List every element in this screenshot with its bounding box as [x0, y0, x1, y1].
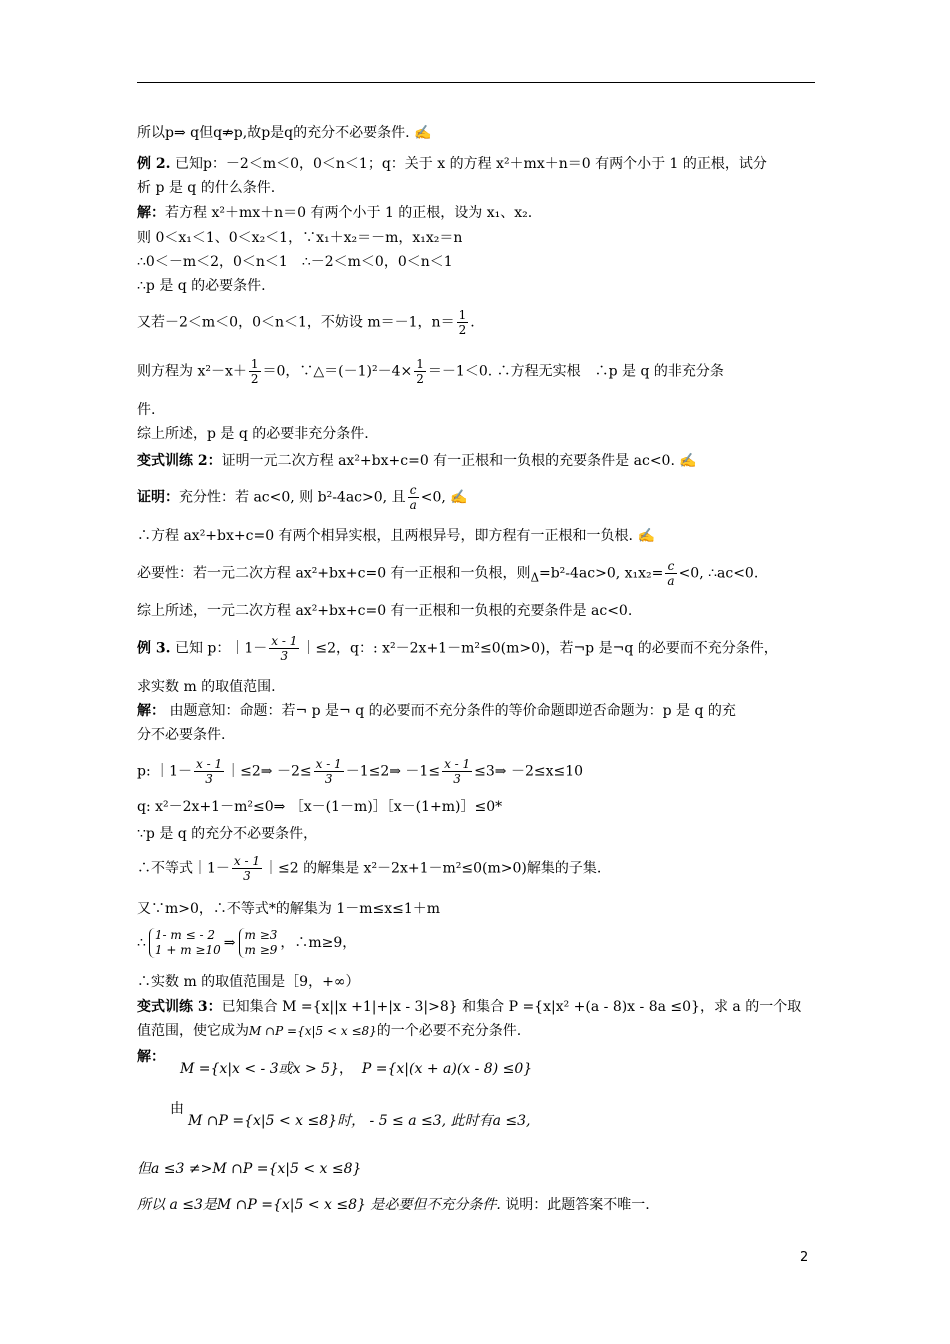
fraction: $\frac{c}{a}$	[409, 483, 417, 512]
text-line: 所以 a ≤3是M ∩P ={x|5 < x ≤8} 是必要但不充分条件. 说明：此题答案不唯一.	[137, 1197, 650, 1213]
solution-line: 解： 由题意知：命题：若¬ p 是¬ q 的必要而不充分条件的等价命题即逆否命题为：p 是 q 的充	[137, 703, 736, 719]
header-rule	[137, 82, 815, 83]
text-line: 值范围，使它成为M ∩P ={x|5 < x ≤8}的一个必要不充分条件.	[137, 1023, 522, 1039]
text-line: ∴p 是 q 的必要条件.	[137, 278, 266, 294]
text-line: p: ｜1－ $\frac{x - 1}{3}$ ｜≤2⇒ －2≤ $\frac{x - 1}{3}$ －1≤2⇒ －1≤ $\frac{x - 1}{3}$ ≤3⇒ －2≤x≤10	[137, 757, 584, 786]
text-line: ∴0＜－m＜2，0＜n＜1 ∴－2＜m＜0，0＜n＜1	[137, 254, 453, 270]
fraction: $\frac{x - 1}{3}$	[233, 854, 261, 883]
text-line: 综上所述，一元二次方程 ax²+bx+c=0 有一正根和一负根的充要条件是 ac<0.	[137, 603, 633, 619]
fraction: $\frac{x - 1}{3}$	[196, 757, 223, 786]
text-line: 则 0＜x₁＜1、0＜x₂＜1，∵x₁＋x₂＝－m，x₁x₂＝n	[137, 230, 463, 246]
text-line: q: x²－2x+1－m²≤0⇒ ［x－(1－m)］［x－(1+m)］≤0*	[137, 799, 503, 815]
text-line: 所以p⇒ q但q⇏p,故p是q的充分不必要条件. ✍	[137, 125, 432, 141]
text-line: 必要性：若一元二次方程 ax²+bx+c=0 有一正根和一负根，则$_\Delta$=b²-4ac>0, x₁x₂= $\frac{c}{a}$ <0, ∴ac<0.	[137, 559, 759, 588]
example-3-line: 例 3. 已知 p：｜1－ $\frac{x - 1}{3}$ ｜≤2，q：: x²－2x+1－m²≤0(m>0)，若¬p 是¬q 的必要而不充分条件，	[137, 634, 778, 663]
fraction: $\frac{x - 1}{3}$	[444, 757, 471, 786]
text-line: 则方程为 x²－x＋ $\frac{1}{2}$ ＝0，∵△＝(－1)²－4× $\frac{1}{2}$ ＝－1＜0. ∴方程无实根 ∴p 是 q 的非充分条	[137, 357, 724, 386]
text-line: ∵p 是 q 的充分不必要条件，	[137, 826, 318, 842]
proof-line: 证明：充分性：若 ac<0, 则 b²-4ac>0, 且 $\frac{c}{a}$ <0, ✍	[137, 483, 468, 512]
text-line: 析 p 是 q 的什么条件.	[137, 180, 276, 196]
fraction: $\frac{1}{2}$	[250, 357, 259, 386]
example-2-line: 例 2. 已知p：－2＜m＜0，0＜n＜1；q：关于 x 的方程 x²＋mx＋n＝0 有两个小于 1 的正根，试分	[137, 156, 767, 172]
text-line: 又∵m>0，∴不等式*的解集为 1－m≤x≤1＋m	[137, 901, 441, 917]
text-line: 由	[170, 1101, 184, 1117]
fraction: $\frac{1}{2}$	[458, 308, 467, 337]
inequality-system-line: ∴ 1- m ≤ - 2 1 + m ≥10 ⇒ m ≥3 m ≥9 ，∴m≥9，	[137, 928, 357, 957]
formula-line: M ∩P ={x|5 < x ≤8}时， - 5 ≤ a ≤3, 此时有a ≤3,	[188, 1113, 531, 1129]
solution-line: 解：	[137, 1049, 165, 1065]
text-line: 分不必要条件.	[137, 727, 226, 743]
system-brace: m ≥3 m ≥9	[239, 928, 278, 958]
text-line: 又若－2＜m＜0，0＜n＜1，不妨设 m＝－1，n＝ $\frac{1}{2}$ .	[137, 308, 475, 337]
variant-training-2-line: 变式训练 2：证明一元二次方程 ax²+bx+c=0 有一正根和一负根的充要条件是 ac<0. ✍	[137, 453, 697, 469]
text-line: ∴实数 m 的取值范围是［9，+∞）	[137, 974, 360, 990]
text-line: 求实数 m 的取值范围.	[137, 679, 276, 695]
formula-line: M ={x|x < - 3或x > 5}， P ={x|(x + a)(x - 8) ≤0}	[180, 1061, 533, 1077]
fraction: $\frac{x - 1}{3}$	[271, 634, 298, 663]
system-brace: 1- m ≤ - 2 1 + m ≥10	[149, 928, 221, 958]
variant-training-3-line: 变式训练 3：已知集合 M ={x||x +1|+|x - 3|>8} 和集合 P ={x|x² +(a - 8)x - 8a ≤0}，求 a 的一个取	[137, 999, 802, 1015]
text-line: 综上所述，p 是 q 的必要非充分条件.	[137, 426, 369, 442]
solution-line: 解：若方程 x²＋mx＋n＝0 有两个小于 1 的正根，设为 x₁、x₂.	[137, 205, 533, 221]
fraction: $\frac{x - 1}{3}$	[315, 757, 342, 786]
fraction: $\frac{c}{a}$	[667, 559, 675, 588]
text-line: ∴方程 ax²+bx+c=0 有两个相异实根，且两根异号，即方程有一正根和一负根. ✍	[137, 528, 655, 544]
text-line: 件.	[137, 402, 156, 418]
fraction: $\frac{1}{2}$	[416, 357, 424, 386]
text-line: ∴不等式｜1－ $\frac{x - 1}{3}$ ｜≤2 的解集是 x²－2x+1－m²≤0(m>0)解集的子集.	[137, 854, 602, 883]
formula-line: 但a ≤3 ≠>M ∩P ={x|5 < x ≤8}	[137, 1161, 362, 1177]
page-number: 2	[800, 1250, 809, 1265]
